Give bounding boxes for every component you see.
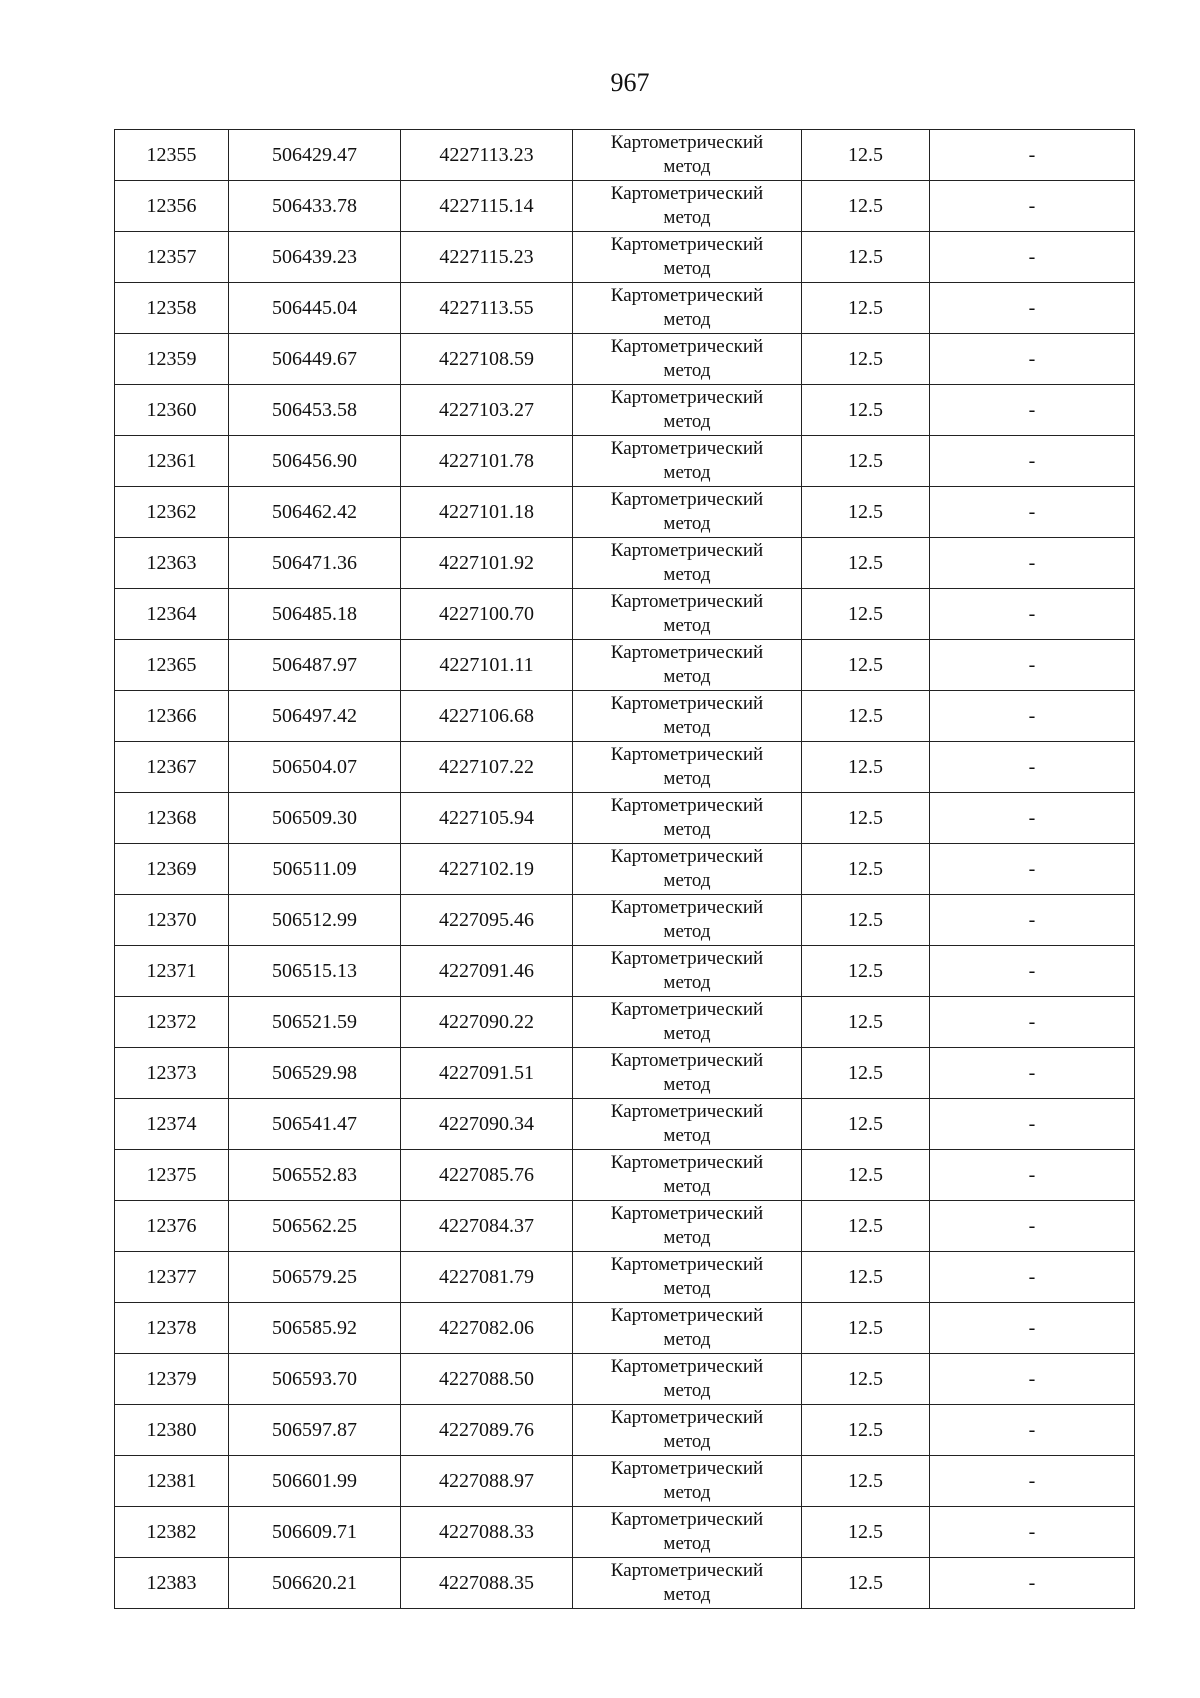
x-coordinate-cell: 506597.87 <box>229 1405 401 1456</box>
accuracy-cell: 12.5 <box>802 385 930 436</box>
description-cell: - <box>930 538 1135 589</box>
description-cell: - <box>930 1252 1135 1303</box>
method-line-1: Картометрический <box>610 1458 764 1479</box>
description-cell: - <box>930 385 1135 436</box>
method-cell <box>573 742 802 793</box>
table-row <box>115 1558 1135 1609</box>
method-line-2: метод <box>663 411 711 432</box>
description-cell: - <box>930 946 1135 997</box>
point-id-cell: 12381 <box>115 1456 229 1507</box>
accuracy-cell: 12.5 <box>802 895 930 946</box>
x-coordinate-cell: 506487.97 <box>229 640 401 691</box>
point-id-cell: 12366 <box>115 691 229 742</box>
method-line-1: Картометрический <box>610 1560 764 1581</box>
x-coordinate-cell: 506449.67 <box>229 334 401 385</box>
method-line-1: Картометрический <box>610 948 764 969</box>
method-cell <box>573 385 802 436</box>
method-line-1: Картометрический <box>610 1050 764 1071</box>
accuracy-cell: 12.5 <box>802 793 930 844</box>
method-cell <box>573 1048 802 1099</box>
description-cell: - <box>930 640 1135 691</box>
method-line-1: Картометрический <box>610 1407 764 1428</box>
description-cell: - <box>930 130 1135 181</box>
point-id-cell: 12370 <box>115 895 229 946</box>
x-coordinate-cell: 506504.07 <box>229 742 401 793</box>
x-coordinate-cell: 506521.59 <box>229 997 401 1048</box>
y-coordinate-cell: 4227095.46 <box>401 895 573 946</box>
method-line-2: метод <box>663 870 711 891</box>
description-cell: - <box>930 1303 1135 1354</box>
method-line-2: метод <box>663 615 711 636</box>
table-row <box>115 538 1135 589</box>
accuracy-cell: 12.5 <box>802 487 930 538</box>
method-cell <box>573 1456 802 1507</box>
description-cell: - <box>930 1354 1135 1405</box>
y-coordinate-cell: 4227091.51 <box>401 1048 573 1099</box>
y-coordinate-cell: 4227113.55 <box>401 283 573 334</box>
description-cell: - <box>930 1099 1135 1150</box>
method-cell <box>573 1099 802 1150</box>
method-line-2: метод <box>663 207 711 228</box>
method-cell <box>573 589 802 640</box>
table-row <box>115 181 1135 232</box>
point-id-cell: 12359 <box>115 334 229 385</box>
table-row <box>115 334 1135 385</box>
table-row <box>115 691 1135 742</box>
x-coordinate-cell: 506601.99 <box>229 1456 401 1507</box>
description-cell: - <box>930 1150 1135 1201</box>
description-cell: - <box>930 1507 1135 1558</box>
x-coordinate-cell: 506515.13 <box>229 946 401 997</box>
method-line-1: Картометрический <box>610 795 764 816</box>
x-coordinate-cell: 506509.30 <box>229 793 401 844</box>
method-cell <box>573 793 802 844</box>
table-row <box>115 589 1135 640</box>
method-line-2: метод <box>663 1380 711 1401</box>
x-coordinate-cell: 506497.42 <box>229 691 401 742</box>
table-row <box>115 130 1135 181</box>
method-line-1: Картометрический <box>610 693 764 714</box>
y-coordinate-cell: 4227101.11 <box>401 640 573 691</box>
method-cell <box>573 1303 802 1354</box>
accuracy-cell: 12.5 <box>802 232 930 283</box>
method-cell <box>573 997 802 1048</box>
description-cell: - <box>930 283 1135 334</box>
method-line-2: метод <box>663 1533 711 1554</box>
table-row <box>115 1048 1135 1099</box>
method-line-2: метод <box>663 819 711 840</box>
point-id-cell: 12369 <box>115 844 229 895</box>
method-line-1: Картометрический <box>610 591 764 612</box>
method-line-1: Картометрический <box>610 336 764 357</box>
point-id-cell: 12371 <box>115 946 229 997</box>
y-coordinate-cell: 4227107.22 <box>401 742 573 793</box>
point-id-cell: 12356 <box>115 181 229 232</box>
table-row <box>115 1303 1135 1354</box>
point-id-cell: 12368 <box>115 793 229 844</box>
method-line-2: метод <box>663 1329 711 1350</box>
method-cell <box>573 283 802 334</box>
method-line-1: Картометрический <box>610 183 764 204</box>
method-cell <box>573 844 802 895</box>
y-coordinate-cell: 4227113.23 <box>401 130 573 181</box>
accuracy-cell: 12.5 <box>802 946 930 997</box>
description-cell: - <box>930 793 1135 844</box>
method-line-1: Картометрический <box>610 438 764 459</box>
y-coordinate-cell: 4227115.23 <box>401 232 573 283</box>
y-coordinate-cell: 4227105.94 <box>401 793 573 844</box>
method-line-2: метод <box>663 258 711 279</box>
accuracy-cell: 12.5 <box>802 589 930 640</box>
x-coordinate-cell: 506456.90 <box>229 436 401 487</box>
method-line-2: метод <box>663 564 711 585</box>
x-coordinate-cell: 506433.78 <box>229 181 401 232</box>
accuracy-cell: 12.5 <box>802 1099 930 1150</box>
method-line-2: метод <box>663 1125 711 1146</box>
accuracy-cell: 12.5 <box>802 691 930 742</box>
x-coordinate-cell: 506579.25 <box>229 1252 401 1303</box>
table-row <box>115 436 1135 487</box>
method-line-1: Картометрический <box>610 1152 764 1173</box>
point-id-cell: 12380 <box>115 1405 229 1456</box>
description-cell: - <box>930 1558 1135 1609</box>
description-cell: - <box>930 997 1135 1048</box>
method-cell <box>573 1558 802 1609</box>
x-coordinate-cell: 506485.18 <box>229 589 401 640</box>
method-line-1: Картометрический <box>610 642 764 663</box>
point-id-cell: 12363 <box>115 538 229 589</box>
method-cell <box>573 130 802 181</box>
description-cell: - <box>930 895 1135 946</box>
method-cell <box>573 640 802 691</box>
x-coordinate-cell: 506429.47 <box>229 130 401 181</box>
point-id-cell: 12383 <box>115 1558 229 1609</box>
method-line-1: Картометрический <box>610 846 764 867</box>
accuracy-cell: 12.5 <box>802 1456 930 1507</box>
method-line-2: метод <box>663 513 711 534</box>
y-coordinate-cell: 4227091.46 <box>401 946 573 997</box>
x-coordinate-cell: 506445.04 <box>229 283 401 334</box>
point-id-cell: 12365 <box>115 640 229 691</box>
accuracy-cell: 12.5 <box>802 538 930 589</box>
accuracy-cell: 12.5 <box>802 1558 930 1609</box>
x-coordinate-cell: 506562.25 <box>229 1201 401 1252</box>
accuracy-cell: 12.5 <box>802 742 930 793</box>
x-coordinate-cell: 506511.09 <box>229 844 401 895</box>
table-row <box>115 742 1135 793</box>
method-line-1: Картометрический <box>610 744 764 765</box>
y-coordinate-cell: 4227106.68 <box>401 691 573 742</box>
method-cell <box>573 1507 802 1558</box>
point-id-cell: 12373 <box>115 1048 229 1099</box>
method-cell <box>573 1201 802 1252</box>
x-coordinate-cell: 506609.71 <box>229 1507 401 1558</box>
accuracy-cell: 12.5 <box>802 844 930 895</box>
method-cell <box>573 181 802 232</box>
table-row <box>115 385 1135 436</box>
description-cell: - <box>930 1048 1135 1099</box>
point-id-cell: 12360 <box>115 385 229 436</box>
x-coordinate-cell: 506529.98 <box>229 1048 401 1099</box>
y-coordinate-cell: 4227090.22 <box>401 997 573 1048</box>
description-cell: - <box>930 1201 1135 1252</box>
method-cell <box>573 538 802 589</box>
point-id-cell: 12364 <box>115 589 229 640</box>
method-line-2: метод <box>663 1023 711 1044</box>
method-line-1: Картометрический <box>610 897 764 918</box>
accuracy-cell: 12.5 <box>802 1201 930 1252</box>
table-row <box>115 1150 1135 1201</box>
method-line-2: метод <box>663 309 711 330</box>
method-line-2: метод <box>663 462 711 483</box>
method-line-2: метод <box>663 1176 711 1197</box>
point-id-cell: 12362 <box>115 487 229 538</box>
coordinates-table <box>114 129 1135 1609</box>
description-cell: - <box>930 1405 1135 1456</box>
accuracy-cell: 12.5 <box>802 1303 930 1354</box>
method-line-1: Картометрический <box>610 1203 764 1224</box>
method-line-2: метод <box>663 666 711 687</box>
method-line-2: метод <box>663 1584 711 1605</box>
x-coordinate-cell: 506471.36 <box>229 538 401 589</box>
point-id-cell: 12377 <box>115 1252 229 1303</box>
accuracy-cell: 12.5 <box>802 1507 930 1558</box>
method-line-1: Картометрический <box>610 1101 764 1122</box>
table-row <box>115 997 1135 1048</box>
table-row <box>115 640 1135 691</box>
y-coordinate-cell: 4227115.14 <box>401 181 573 232</box>
y-coordinate-cell: 4227085.76 <box>401 1150 573 1201</box>
method-line-1: Картометрический <box>610 387 764 408</box>
point-id-cell: 12375 <box>115 1150 229 1201</box>
method-line-1: Картометрический <box>610 1254 764 1275</box>
method-cell <box>573 334 802 385</box>
point-id-cell: 12379 <box>115 1354 229 1405</box>
x-coordinate-cell: 506552.83 <box>229 1150 401 1201</box>
point-id-cell: 12355 <box>115 130 229 181</box>
x-coordinate-cell: 506541.47 <box>229 1099 401 1150</box>
table-row <box>115 1405 1135 1456</box>
description-cell: - <box>930 844 1135 895</box>
method-line-1: Картометрический <box>610 234 764 255</box>
x-coordinate-cell: 506620.21 <box>229 1558 401 1609</box>
table-row <box>115 1456 1135 1507</box>
method-cell <box>573 946 802 997</box>
y-coordinate-cell: 4227101.92 <box>401 538 573 589</box>
method-line-1: Картометрический <box>610 132 764 153</box>
method-line-1: Картометрический <box>610 1509 764 1530</box>
y-coordinate-cell: 4227103.27 <box>401 385 573 436</box>
method-cell <box>573 1354 802 1405</box>
point-id-cell: 12376 <box>115 1201 229 1252</box>
method-line-2: метод <box>663 768 711 789</box>
point-id-cell: 12361 <box>115 436 229 487</box>
x-coordinate-cell: 506585.92 <box>229 1303 401 1354</box>
accuracy-cell: 12.5 <box>802 181 930 232</box>
point-id-cell: 12374 <box>115 1099 229 1150</box>
table-row <box>115 487 1135 538</box>
accuracy-cell: 12.5 <box>802 1354 930 1405</box>
description-cell: - <box>930 181 1135 232</box>
table-row <box>115 1354 1135 1405</box>
method-line-2: метод <box>663 1278 711 1299</box>
table-row <box>115 232 1135 283</box>
table-row <box>115 1201 1135 1252</box>
method-cell <box>573 1405 802 1456</box>
method-line-2: метод <box>663 1227 711 1248</box>
point-id-cell: 12358 <box>115 283 229 334</box>
y-coordinate-cell: 4227090.34 <box>401 1099 573 1150</box>
point-id-cell: 12367 <box>115 742 229 793</box>
y-coordinate-cell: 4227088.50 <box>401 1354 573 1405</box>
accuracy-cell: 12.5 <box>802 640 930 691</box>
y-coordinate-cell: 4227088.33 <box>401 1507 573 1558</box>
y-coordinate-cell: 4227101.78 <box>401 436 573 487</box>
accuracy-cell: 12.5 <box>802 130 930 181</box>
table-row <box>115 895 1135 946</box>
x-coordinate-cell: 506453.58 <box>229 385 401 436</box>
y-coordinate-cell: 4227081.79 <box>401 1252 573 1303</box>
method-line-2: метод <box>663 1074 711 1095</box>
accuracy-cell: 12.5 <box>802 1150 930 1201</box>
x-coordinate-cell: 506512.99 <box>229 895 401 946</box>
x-coordinate-cell: 506593.70 <box>229 1354 401 1405</box>
y-coordinate-cell: 4227088.97 <box>401 1456 573 1507</box>
method-line-2: метод <box>663 972 711 993</box>
table-row <box>115 946 1135 997</box>
description-cell: - <box>930 1456 1135 1507</box>
method-line-1: Картометрический <box>610 540 764 561</box>
method-line-2: метод <box>663 1431 711 1452</box>
y-coordinate-cell: 4227102.19 <box>401 844 573 895</box>
y-coordinate-cell: 4227108.59 <box>401 334 573 385</box>
description-cell: - <box>930 487 1135 538</box>
method-cell <box>573 1150 802 1201</box>
description-cell: - <box>930 334 1135 385</box>
method-line-1: Картометрический <box>610 1356 764 1377</box>
x-coordinate-cell: 506462.42 <box>229 487 401 538</box>
table-body <box>115 130 1135 1609</box>
method-line-1: Картометрический <box>610 489 764 510</box>
method-line-2: метод <box>663 717 711 738</box>
accuracy-cell: 12.5 <box>802 1048 930 1099</box>
accuracy-cell: 12.5 <box>802 1405 930 1456</box>
y-coordinate-cell: 4227082.06 <box>401 1303 573 1354</box>
description-cell: - <box>930 232 1135 283</box>
method-line-1: Картометрический <box>610 285 764 306</box>
point-id-cell: 12357 <box>115 232 229 283</box>
method-cell <box>573 232 802 283</box>
table-row <box>115 283 1135 334</box>
method-line-2: метод <box>663 1482 711 1503</box>
description-cell: - <box>930 742 1135 793</box>
accuracy-cell: 12.5 <box>802 283 930 334</box>
method-line-1: Картометрический <box>610 1305 764 1326</box>
x-coordinate-cell: 506439.23 <box>229 232 401 283</box>
y-coordinate-cell: 4227084.37 <box>401 1201 573 1252</box>
table-row <box>115 1252 1135 1303</box>
y-coordinate-cell: 4227100.70 <box>401 589 573 640</box>
method-line-2: метод <box>663 360 711 381</box>
y-coordinate-cell: 4227101.18 <box>401 487 573 538</box>
method-cell <box>573 895 802 946</box>
point-id-cell: 12382 <box>115 1507 229 1558</box>
point-id-cell: 12372 <box>115 997 229 1048</box>
method-cell <box>573 1252 802 1303</box>
table-row <box>115 1099 1135 1150</box>
y-coordinate-cell: 4227089.76 <box>401 1405 573 1456</box>
description-cell: - <box>930 691 1135 742</box>
accuracy-cell: 12.5 <box>802 997 930 1048</box>
description-cell: - <box>930 589 1135 640</box>
description-cell: - <box>930 436 1135 487</box>
y-coordinate-cell: 4227088.35 <box>401 1558 573 1609</box>
method-cell <box>573 487 802 538</box>
method-line-1: Картометрический <box>610 999 764 1020</box>
table-row <box>115 844 1135 895</box>
method-cell <box>573 436 802 487</box>
table-row <box>115 1507 1135 1558</box>
accuracy-cell: 12.5 <box>802 334 930 385</box>
accuracy-cell: 12.5 <box>802 1252 930 1303</box>
method-line-2: метод <box>663 921 711 942</box>
page-number: 967 <box>610 68 650 97</box>
method-line-2: метод <box>663 156 711 177</box>
method-cell <box>573 691 802 742</box>
point-id-cell: 12378 <box>115 1303 229 1354</box>
table-row <box>115 793 1135 844</box>
accuracy-cell: 12.5 <box>802 436 930 487</box>
